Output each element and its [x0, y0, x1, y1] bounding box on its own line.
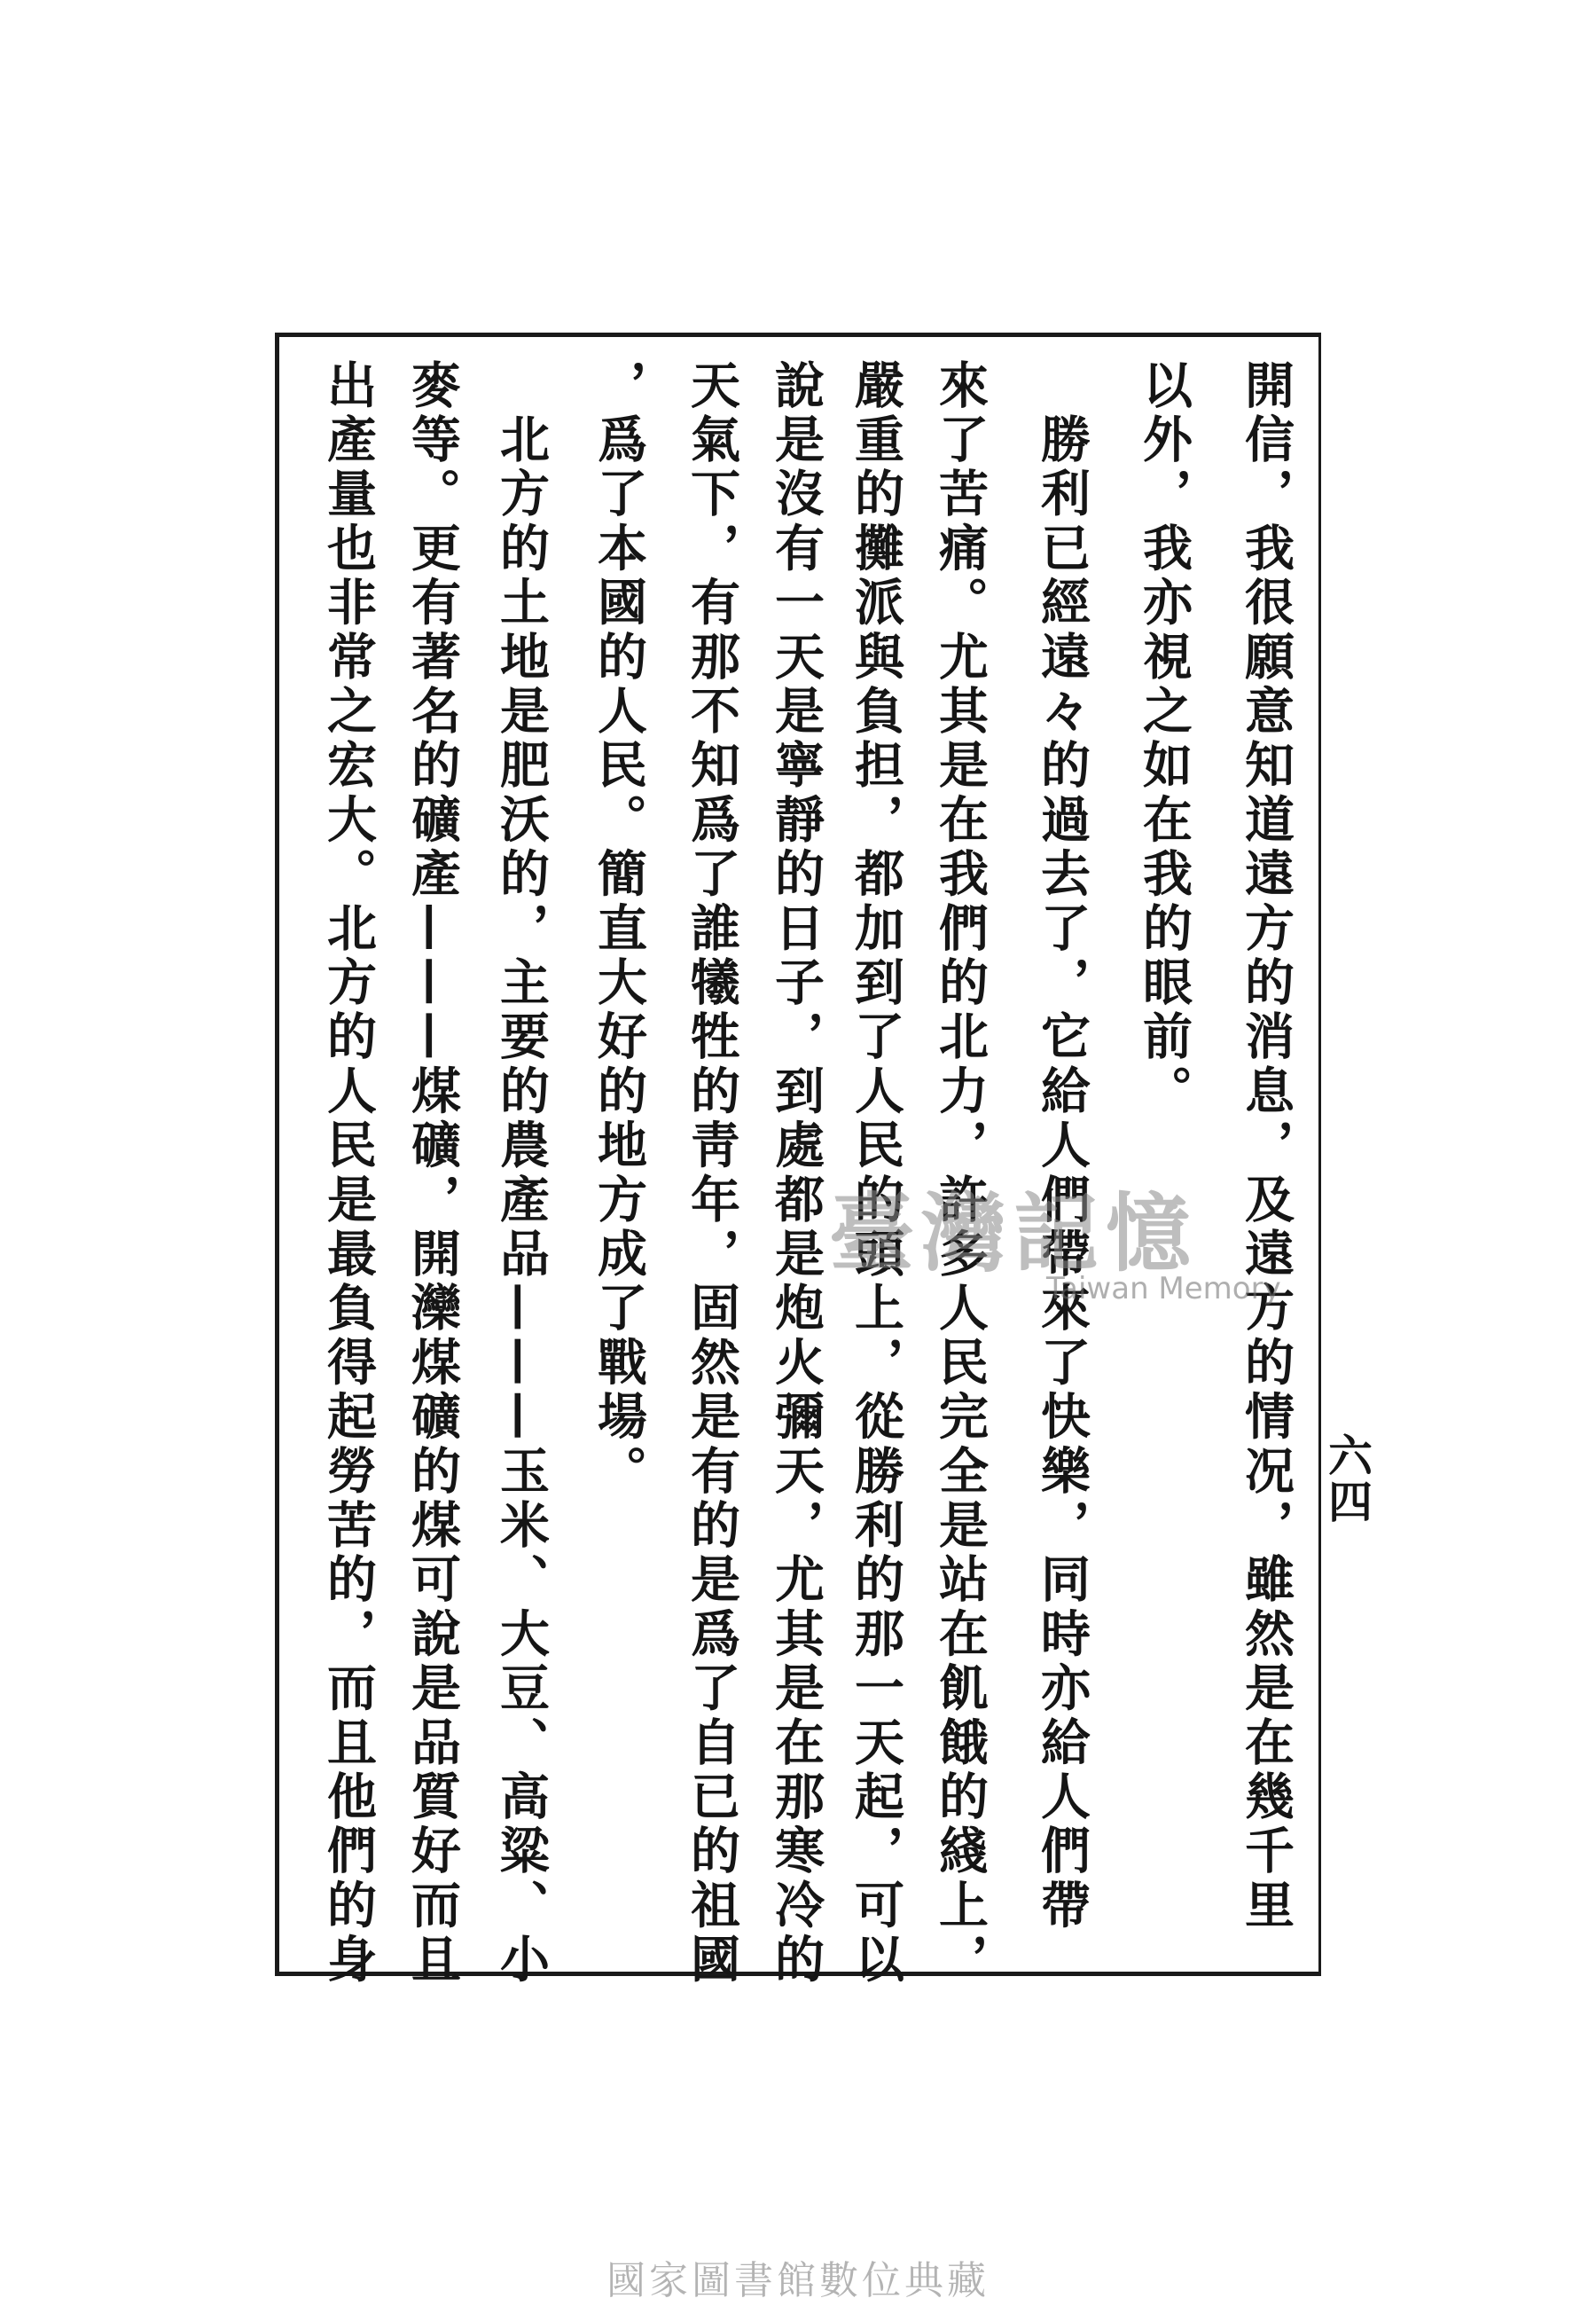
text-column-5: 嚴重的攤派與負担，都加到了人民的頭上，從勝利的那一天起，可以	[847, 359, 905, 1988]
text-column-11: 出產量也非常之宏大。北方的人民是最負得起勞苦的，而且他們的身	[319, 359, 378, 1988]
text-column-4: 來了苦痛。尤其是在我們的北力，許多人民完全是站在飢餓的綫上，	[931, 359, 990, 1988]
text-column-9: 北方的土地是肥沃的，主要的農產品———玉米、大豆、高粱、小	[492, 359, 551, 1988]
watermark-subtitle: Taiwan Memory	[1046, 1271, 1281, 1306]
text-column-10: 麥等。更有著名的礦產———煤礦，開灤煤礦的煤可說是品質好而且	[403, 359, 462, 1988]
text-column-3: 勝利已經遠々的過去了，它給人們帶來了快樂，同時亦給人們帶	[1033, 359, 1091, 1933]
page-number: 六四	[1321, 1432, 1373, 1525]
text-column-8: ，爲了本國的人民。簡直大好的地方成了戰場。	[590, 359, 648, 1500]
text-column-6: 說是沒有一天是寧靜的日子，到處都是炮火彌天，尤其是在那寒冷的	[767, 359, 825, 1988]
text-column-1: 開信，我很願意知道遠方的消息，及遠方的情况，雖然是在幾千里	[1237, 359, 1295, 1933]
text-column-7: 天氣下，有那不知爲了誰犧牲的靑年，固然是有的是爲了自已的祖國	[683, 359, 741, 1988]
footer-credit: 國家圖書館數位典藏	[606, 2258, 990, 2303]
watermark-chars: 臺灣記憶	[829, 1183, 1198, 1283]
text-column-2: 以外，我亦視之如在我的眼前。	[1135, 359, 1193, 1119]
taiwan-memory-watermark-logo	[829, 1166, 1281, 1308]
